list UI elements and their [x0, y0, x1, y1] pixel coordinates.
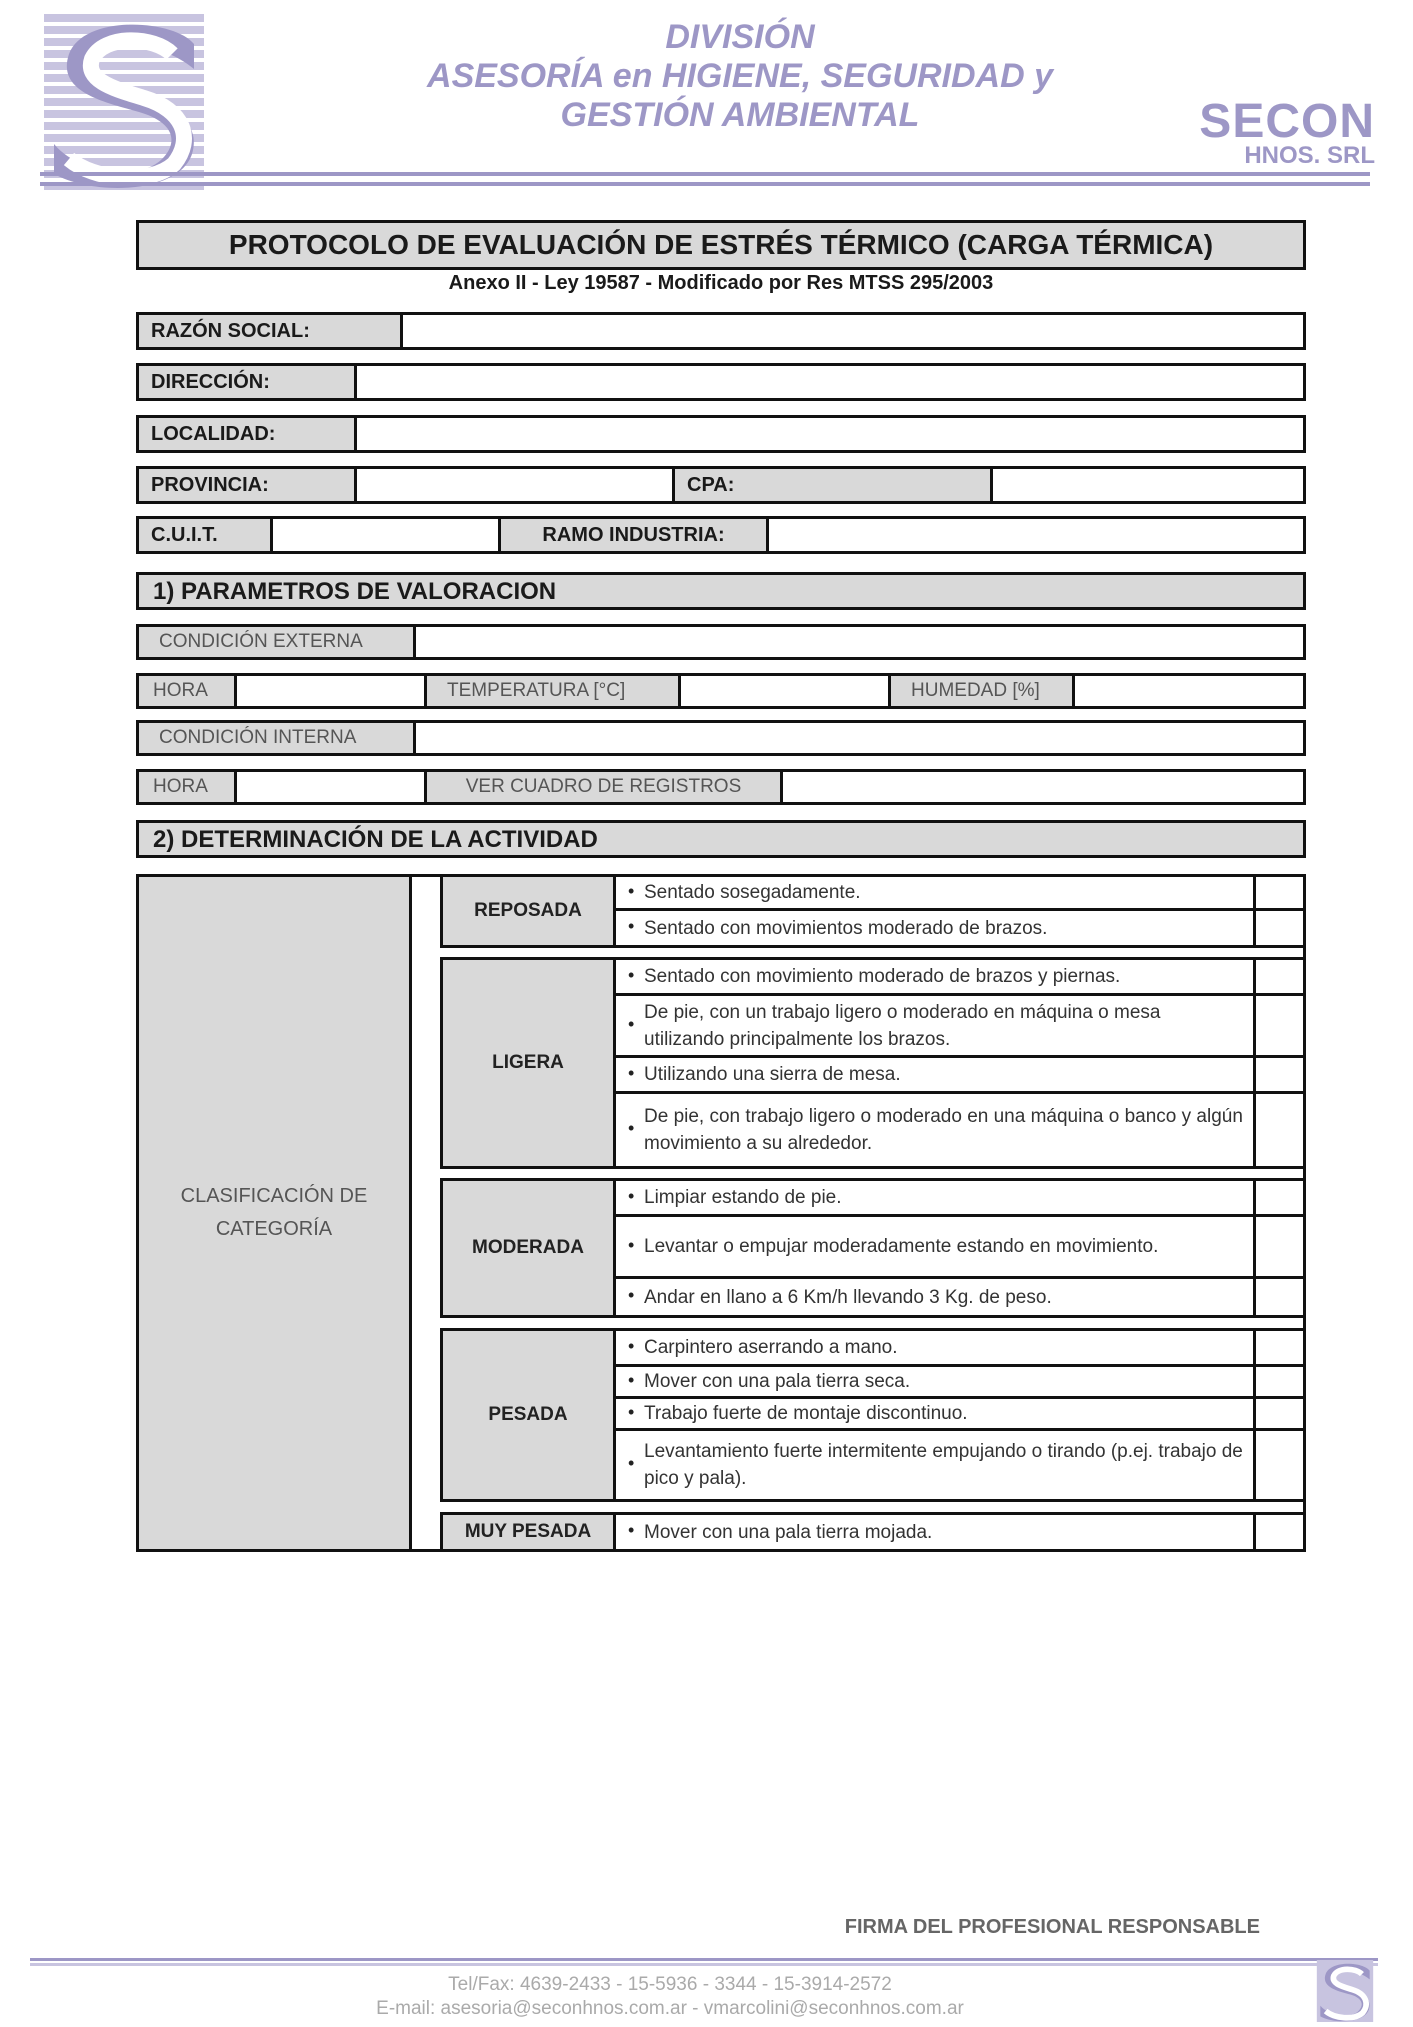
footer-email: E-mail: asesoria@seconhnos.com.ar - vmarcolini@seconhnos.com.ar: [376, 1998, 964, 2019]
item-checkbox[interactable]: [1256, 1331, 1303, 1364]
condicion-interna-field[interactable]: [416, 723, 1303, 753]
direccion-field[interactable]: [357, 366, 1303, 398]
cpa-label: CPA:: [675, 469, 993, 501]
item-text: • Mover con una pala tierra seca.: [616, 1367, 1256, 1396]
item-checkbox[interactable]: [1256, 877, 1303, 908]
list-item: [616, 1181, 1303, 1217]
group-moderada: [440, 1178, 1306, 1318]
list-item: [616, 1217, 1303, 1279]
footer-logo: [1314, 1960, 1376, 2022]
item-checkbox[interactable]: [1256, 1399, 1303, 1428]
temperatura-label: TEMPERATURA [°C]: [427, 676, 681, 706]
razon-social-field[interactable]: [403, 315, 1303, 347]
group-label: LIGERA: [443, 960, 616, 1166]
localidad-label: LOCALIDAD:: [139, 418, 357, 450]
razon-social-label: RAZÓN SOCIAL:: [139, 315, 403, 347]
list-item: [616, 996, 1303, 1058]
condicion-interna-label: CONDICIÓN INTERNA: [139, 723, 416, 753]
item-text: • Levantamiento fuerte intermitente empujando o tirando (p.ej. trabajo de pico y pala).: [616, 1431, 1256, 1499]
item-checkbox[interactable]: [1256, 960, 1303, 993]
condicion-externa-label: CONDICIÓN EXTERNA: [139, 627, 416, 657]
brand-subtitle: HNOS. SRL: [1244, 142, 1375, 169]
categoria-line-1: CLASIFICACIÓN DE: [180, 1185, 368, 1207]
ramo-industria-field[interactable]: [769, 519, 1303, 551]
localidad-field[interactable]: [357, 418, 1303, 450]
header-divider: [40, 168, 1370, 190]
item-text: • Levantar o empujar moderadamente estando en movimiento.: [616, 1217, 1256, 1276]
header-title: [380, 18, 1100, 135]
footer-divider: [30, 1958, 1378, 1966]
list-item: [616, 1367, 1303, 1399]
item-text: • Sentado con movimiento moderado de brazos y piernas.: [616, 960, 1256, 993]
group-label: MUY PESADA: [443, 1515, 616, 1549]
item-checkbox[interactable]: [1256, 996, 1303, 1055]
provincia-field[interactable]: [357, 469, 675, 501]
hora-temp-humedad-row: [136, 673, 1306, 709]
list-item: [616, 1094, 1303, 1166]
item-checkbox[interactable]: [1256, 1094, 1303, 1166]
provincia-row: [136, 466, 1306, 504]
item-text: • Sentado con movimientos moderado de brazos.: [616, 911, 1256, 945]
direccion-row: [136, 363, 1306, 401]
item-text: • Limpiar estando de pie.: [616, 1181, 1256, 1214]
item-text: • Sentado sosegadamente.: [616, 877, 1256, 908]
item-checkbox[interactable]: [1256, 1181, 1303, 1214]
provincia-label: PROVINCIA:: [139, 469, 357, 501]
signature-label: FIRMA DEL PROFESIONAL RESPONSABLE: [844, 1916, 1260, 1938]
hora-interna-field[interactable]: [237, 772, 427, 802]
item-text: • Trabajo fuerte de montaje discontinuo.: [616, 1399, 1256, 1428]
hora-interna-label: HORA: [139, 772, 237, 802]
ramo-industria-label: RAMO INDUSTRIA:: [501, 519, 769, 551]
group-label: MODERADA: [443, 1181, 616, 1315]
condicion-externa-row: [136, 624, 1306, 660]
group-label: REPOSADA: [443, 877, 616, 945]
page-title: PROTOCOLO DE EVALUACIÓN DE ESTRÉS TÉRMICO (CARGA TÉRMICA): [136, 220, 1306, 270]
razon-social-row: [136, 312, 1306, 350]
list-item: [616, 877, 1303, 911]
item-text: • Utilizando una sierra de mesa.: [616, 1058, 1256, 1091]
clasificacion-categoria-label: [139, 877, 412, 1549]
list-item: [616, 911, 1303, 945]
item-text: • Mover con una pala tierra mojada.: [616, 1515, 1256, 1549]
item-checkbox[interactable]: [1256, 1515, 1303, 1549]
ver-cuadro-label: VER CUADRO DE REGISTROS: [427, 772, 783, 802]
section-2-heading: 2) DETERMINACIÓN DE LA ACTIVIDAD: [136, 820, 1306, 858]
condicion-interna-row: [136, 720, 1306, 756]
item-checkbox[interactable]: [1256, 1431, 1303, 1499]
list-item: [616, 1515, 1303, 1549]
page-subtitle: Anexo II - Ley 19587 - Modificado por Res MTSS 295/2003: [448, 272, 994, 294]
item-checkbox[interactable]: [1256, 1367, 1303, 1396]
header-line-3: GESTIÓN AMBIENTAL: [560, 96, 920, 134]
hora-registros-row: [136, 769, 1306, 805]
group-label: PESADA: [443, 1331, 616, 1499]
item-checkbox[interactable]: [1256, 1279, 1303, 1315]
cuit-label: C.U.I.T.: [139, 519, 273, 551]
header-division: DIVISIÓN: [665, 18, 815, 56]
group-ligera: [440, 957, 1306, 1169]
categoria-line-2: CATEGORÍA: [215, 1218, 333, 1240]
temperatura-field[interactable]: [681, 676, 891, 706]
ver-cuadro-field[interactable]: [783, 772, 1303, 802]
group-reposada: [440, 874, 1306, 948]
cuit-row: [136, 516, 1306, 554]
section-1-heading: 1) PARAMETROS DE VALORACION: [136, 572, 1306, 610]
direccion-label: DIRECCIÓN:: [139, 366, 357, 398]
list-item: [616, 1058, 1303, 1094]
item-text: • De pie, con trabajo ligero o moderado en una máquina o banco y algún movimiento a su alrededor.: [616, 1094, 1256, 1166]
item-text: • Andar en llano a 6 Km/h llevando 3 Kg. de peso.: [616, 1279, 1256, 1315]
list-item: [616, 1399, 1303, 1431]
list-item: [616, 1279, 1303, 1315]
item-text: • De pie, con un trabajo ligero o moderado en máquina o mesa utilizando principalmente los brazos.: [616, 996, 1256, 1055]
item-checkbox[interactable]: [1256, 1217, 1303, 1276]
hora-field[interactable]: [237, 676, 427, 706]
item-checkbox[interactable]: [1256, 1058, 1303, 1091]
group-muy-pesada: [440, 1512, 1306, 1552]
brand-name: SECON: [1199, 95, 1375, 148]
list-item: [616, 1431, 1303, 1499]
humedad-label: HUMEDAD [%]: [891, 676, 1075, 706]
cuit-field[interactable]: [273, 519, 501, 551]
item-checkbox[interactable]: [1256, 911, 1303, 945]
humedad-field[interactable]: [1075, 676, 1303, 706]
company-logo: [44, 14, 204, 190]
item-text: • Carpintero aserrando a mano.: [616, 1331, 1256, 1364]
localidad-row: [136, 415, 1306, 453]
group-pesada: [440, 1328, 1306, 1502]
condicion-externa-field[interactable]: [416, 627, 1303, 657]
list-item: [616, 960, 1303, 996]
cpa-field[interactable]: [993, 469, 1303, 501]
footer-phone: Tel/Fax: 4639-2433 - 15-5936 - 3344 - 15-3914-2572: [448, 1974, 892, 1995]
hora-label: HORA: [139, 676, 237, 706]
header-line-2: ASESORÍA en HIGIENE, SEGURIDAD y: [427, 57, 1053, 95]
list-item: [616, 1331, 1303, 1367]
